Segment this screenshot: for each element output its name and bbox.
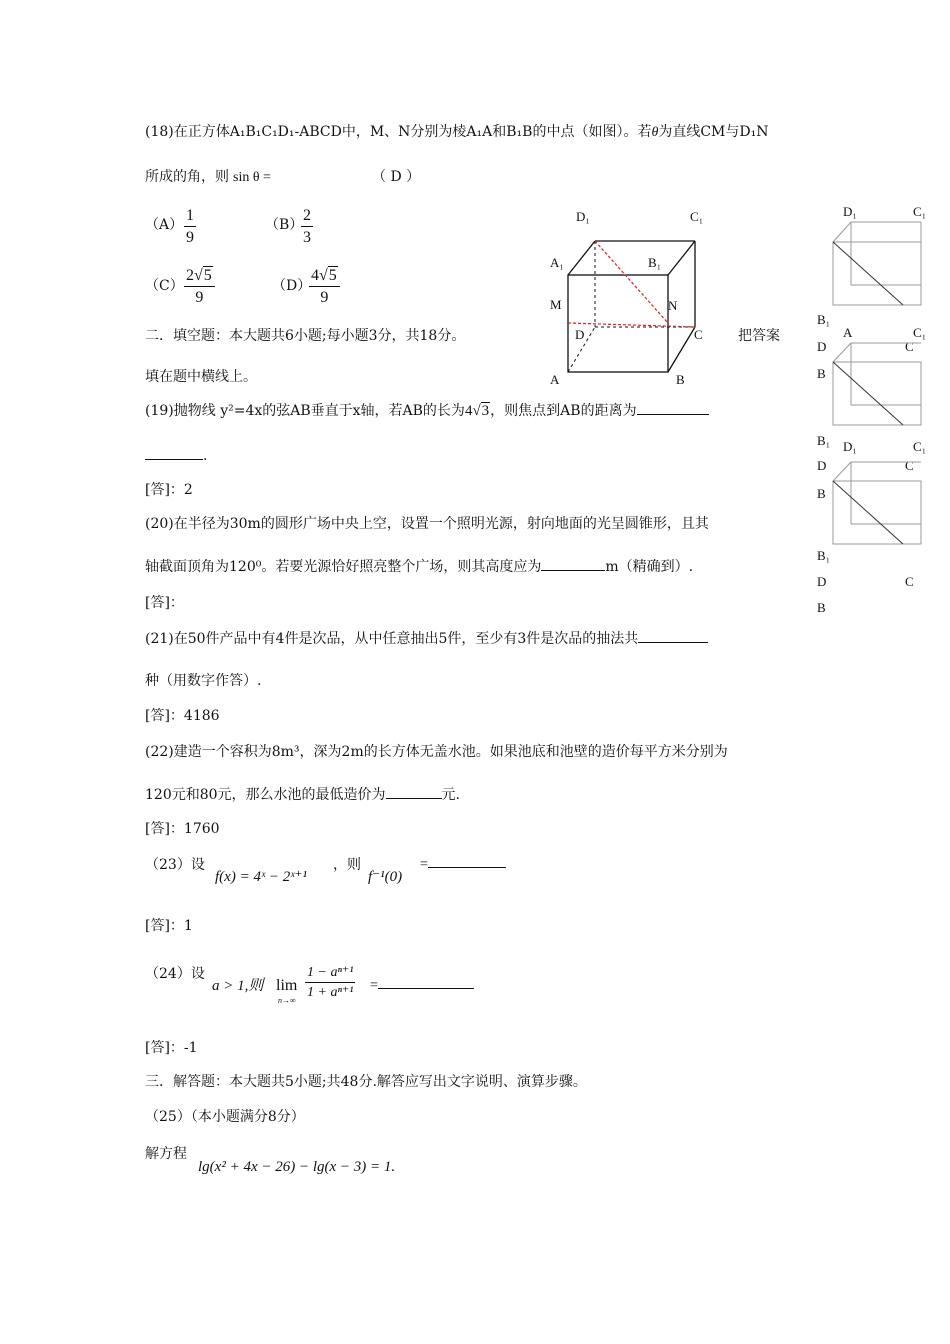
q21-line1-text: (21)在50件产品中有4件是次品，从中任意抽出5件，至少有3件是次品的抽法共 [145, 631, 639, 647]
q18-option-d-label: （D） [272, 278, 312, 294]
line-cm [568, 323, 695, 327]
side3-diagonal [833, 481, 903, 544]
q25-equation: lg(x² + 4x − 26) − lg(x − 3) = 1. [198, 1159, 396, 1175]
side-cube-2 [817, 325, 926, 454]
q18-option-c-coef: 2 [186, 267, 194, 284]
side3-label-b1: B₁ [817, 548, 831, 563]
side-cube-figures [815, 200, 937, 620]
q24-denominator: 1 + aⁿ⁺¹ [307, 985, 354, 1000]
q18-option-d-rad: 5 [328, 267, 337, 284]
q22-line2 [145, 788, 460, 802]
q18-option-d-coef: 4 [311, 267, 319, 284]
q20-line2 [145, 560, 693, 574]
side2-label-d: D [817, 339, 827, 354]
q19-text2: ，则焦点到AB的距离为 [490, 403, 637, 419]
q19-blank[interactable] [637, 414, 709, 415]
q24-numerator: 1 − aⁿ⁺¹ [305, 966, 355, 983]
q21-answer: [答]：4186 [145, 708, 220, 724]
line-d1n [595, 241, 668, 323]
q18-line2-text: 所成的角，则 [145, 169, 229, 185]
cube-label-a1: A₁ [550, 255, 564, 270]
q25-label: （25）（本小题满分8分） [145, 1109, 305, 1125]
side2-front-face [833, 362, 921, 425]
q18-option-b-den: 3 [303, 229, 311, 246]
side3-label-b: B [817, 486, 826, 501]
cube-label-b1: B₁ [648, 255, 662, 270]
side3-label-c: C [905, 458, 914, 473]
q18-option-b-label: （B） [265, 217, 304, 233]
q19-answer: [答]：2 [145, 482, 193, 498]
q22-line2-text: 120元和80元，那么水池的最低造价为 [145, 787, 386, 803]
q18-option-a-fraction [184, 208, 196, 246]
q24-condition: a > 1,则 [212, 978, 264, 994]
side2-label-c1b: C₁ [913, 439, 927, 454]
q20-answer: [答]： [145, 595, 184, 611]
q19-line1 [145, 404, 709, 419]
q23-answer: [答]：1 [145, 918, 193, 934]
q18-option-c-numerator: 2√5 [184, 268, 215, 287]
q24-answer: [答]：-1 [145, 1040, 198, 1056]
q24-blank[interactable] [378, 988, 474, 989]
cube-figure [540, 205, 780, 395]
q18-answer: （ D ） [372, 169, 421, 185]
section2-heading: 二．填空题：本大题共6小题;每小题3分，共18分。 [145, 328, 466, 344]
side2-diagonal [833, 362, 903, 425]
side-cube-1 [817, 204, 926, 340]
q20-line1: (20)在半径为30m的圆形广场中央上空，设置一个照明光源，射向地面的光呈圆锥形，且其 [145, 516, 709, 532]
q19-root: 4√3 [464, 403, 490, 419]
q23-blank[interactable] [428, 867, 506, 868]
q18-option-c-rad: 5 [203, 267, 212, 284]
q23-eq: = [420, 857, 428, 872]
q18-line2 [145, 170, 271, 185]
q22-line2-tail: 元. [441, 787, 460, 803]
q23-label: （23）设 [145, 857, 205, 873]
q19-coef: 4 [464, 403, 473, 419]
q18-option-a-label: （A） [145, 217, 184, 233]
cube-label-d1: D₁ [576, 209, 590, 224]
side3-label-d: D [817, 458, 827, 473]
side2-label-d1: D₁ [843, 439, 857, 454]
cube-edge-a1d1 [568, 241, 595, 275]
side3-label-d-bottom: D [817, 574, 827, 589]
q18-text: (18)在正方体A₁B₁C₁D₁-ABCD中，M、N分别为棱A₁A和B₁B的中点（如图）。若 [145, 124, 652, 140]
cube-highlight-lines [568, 241, 695, 327]
cube-label-c: C [694, 327, 703, 342]
cube-edge-bc [668, 327, 695, 372]
q22-answer: [答]：1760 [145, 821, 220, 837]
q23-then: ，则 [333, 857, 361, 873]
side3-edge-1 [833, 462, 851, 481]
side1-diagonal [833, 242, 903, 305]
cube-edge-b1c1 [668, 241, 695, 275]
q18-option-b-num: 2 [301, 208, 313, 227]
side2-edge-1 [833, 343, 851, 362]
q21-line2: 种（用数字作答）. [145, 673, 262, 689]
side2-label-b: B [817, 366, 826, 381]
q19-blank-cont[interactable] [145, 459, 203, 460]
q21-line1 [145, 632, 708, 646]
side2-label-c: C [905, 339, 914, 354]
q18-option-d-den: 9 [320, 289, 329, 306]
side3-front-face [833, 481, 921, 544]
q22-blank[interactable] [386, 798, 442, 799]
q18-option-c-label: （C） [145, 278, 184, 294]
side1-front-face [833, 242, 921, 305]
q18-option-a-num: 1 [184, 208, 196, 227]
q19-text: (19)抛物线 y²=4x的弦AB垂直于x轴，若AB的长为 [145, 403, 465, 419]
section2-line2: 填在题中横线上。 [145, 369, 257, 385]
q21-blank[interactable] [638, 642, 708, 643]
side1-label-d1: D₁ [843, 204, 857, 219]
cube-label-a: A [550, 372, 560, 387]
side1-label-c1: C₁ [913, 204, 927, 219]
q18-sin-expr: sin θ = [233, 170, 271, 185]
q19-rad: 3 [481, 403, 490, 419]
q20-blank[interactable] [541, 570, 605, 571]
side3-label-c-bottom: C [905, 574, 914, 589]
side1-label-a: A [843, 325, 853, 340]
cube-label-d: D [575, 327, 585, 342]
side3-label-b-bottom: B [817, 600, 826, 615]
q18-option-c-den: 9 [195, 289, 204, 306]
q20-line2-tail: m（精确到）. [605, 559, 694, 575]
cube-label-c1: C₁ [690, 209, 704, 224]
cube-label-n: N [668, 298, 678, 313]
q18-text-tail: 为直线CM与D₁N [658, 124, 769, 140]
q18-option-d-numerator: 4√5 [309, 268, 340, 287]
q24-eq: = [370, 978, 378, 993]
q22-line1: (22)建造一个容积为8m³，深为2m的长方体无盖水池。如果池底和池壁的造价每平方米分别为 [145, 744, 728, 760]
q18-option-d-fraction [309, 268, 340, 306]
q19-end: . [203, 448, 208, 464]
q19-line2 [145, 449, 207, 463]
q20-line2-text: 轴截面顶角为120⁰。若要光源恰好照亮整个广场，则其高度应为 [145, 559, 542, 575]
section2-tail: 把答案 [738, 328, 780, 344]
section3-heading: 三．解答题：本大题共5小题;共48分.解答应写出文字说明、演算步骤。 [145, 1074, 587, 1090]
q23-function: f(x) = 4ˣ − 2ˣ⁺¹ [215, 869, 307, 885]
q18-line1 [145, 125, 768, 140]
side1-edge-1 [833, 222, 851, 242]
q23-inverse: f⁻¹(0) [368, 869, 403, 885]
q24-fraction [305, 966, 355, 1000]
q24-lim: lim [276, 977, 298, 994]
q23-equals-line [420, 857, 506, 872]
q24-equals-line [370, 978, 474, 993]
q18-option-a-den: 9 [186, 229, 194, 246]
side1-label-b1: B₁ [817, 312, 831, 327]
q18-theta: θ [651, 125, 659, 140]
q24-label: （24）设 [145, 966, 205, 982]
q24-lim-sub: n→∞ [278, 996, 296, 1005]
q25-prefix: 解方程 [145, 1146, 187, 1162]
cube-label-m: M [550, 297, 562, 312]
q18-option-b-fraction [301, 208, 313, 246]
side-cube-3 [817, 458, 921, 615]
side2-label-c1: C₁ [913, 325, 927, 340]
q18-option-c-fraction [184, 268, 215, 306]
cube-label-b: B [676, 372, 685, 387]
side2-label-b1: B₁ [817, 433, 831, 448]
